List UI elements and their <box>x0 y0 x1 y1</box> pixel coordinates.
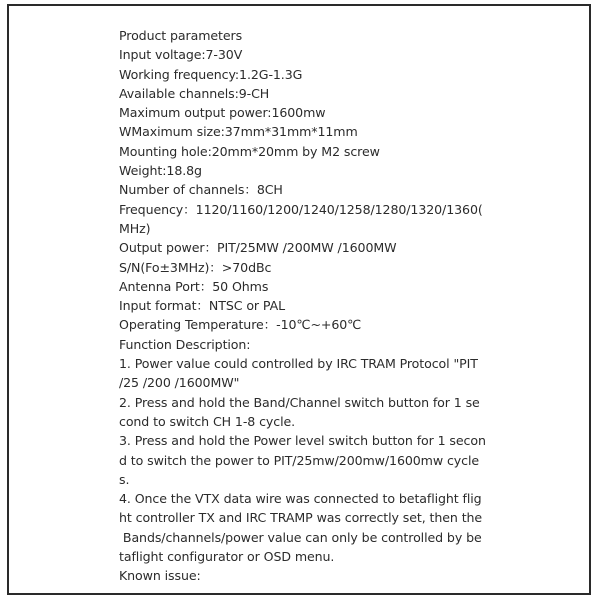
spec-output-power: Output power：PIT/25MW /200MW /1600MW <box>119 240 397 256</box>
spec-maximum-output-power: Maximum output power:1600mw <box>119 105 326 121</box>
spec-frequency-unit: MHz) <box>119 220 151 236</box>
spec-working-frequency: Working frequency:1.2G-1.3G <box>119 66 303 82</box>
function-4-line-4: taflight configurator or OSD menu. <box>119 549 335 565</box>
spec-operating-temperature: Operating Temperature：-10℃~+60℃ <box>119 317 362 333</box>
spec-signal-to-noise: S/N(Fo±3MHz)：>70dBc <box>119 259 272 275</box>
spec-frequency: Frequency：1120/1160/1200/1240/1258/1280/1320/1360( <box>119 201 483 217</box>
product-description-text <box>119 26 491 586</box>
function-4-line-2: ht controller TX and IRC TRAMP was correctly set, then the <box>119 510 483 526</box>
spec-weight: Weight:18.8g <box>119 163 202 179</box>
function-4-line-1: 4. Once the VTX data wire was connected to betaflight flig <box>119 491 482 507</box>
spec-maximum-size: WMaximum size:37mm*31mm*11mm <box>119 124 358 140</box>
spec-input-format: Input format：NTSC or PAL <box>119 298 286 314</box>
function-2-line-2: cond to switch CH 1-8 cycle. <box>119 413 296 429</box>
function-3-line-3: s. <box>119 471 130 487</box>
function-2-line-1: 2. Press and hold the Band/Channel switch button for 1 se <box>119 394 480 410</box>
heading-function-description: Function Description: <box>119 336 251 352</box>
spec-antenna-port: Antenna Port：50 Ohms <box>119 278 269 294</box>
spec-mounting-hole: Mounting hole:20mm*20mm by M2 screw <box>119 143 380 159</box>
function-4-line-3: Bands/channels/power value can only be controlled by be <box>119 529 482 545</box>
function-3-line-2: d to switch the power to PIT/25mw/200mw/1600mw cycle <box>119 452 479 468</box>
spec-number-of-channels: Number of channels：8CH <box>119 182 283 198</box>
heading-known-issue: Known issue: <box>119 568 201 584</box>
spec-input-voltage: Input voltage:7-30V <box>119 47 243 63</box>
heading-product-parameters: Product parameters <box>119 28 243 43</box>
function-1-line-2: /25 /200 /1600MW" <box>119 375 240 391</box>
function-1-line-1: 1. Power value could controlled by IRC TRAM Protocol "PIT <box>119 356 478 372</box>
function-3-line-1: 3. Press and hold the Power level switch button for 1 secon <box>119 433 486 449</box>
spec-available-channels: Available channels:9-CH <box>119 85 270 101</box>
